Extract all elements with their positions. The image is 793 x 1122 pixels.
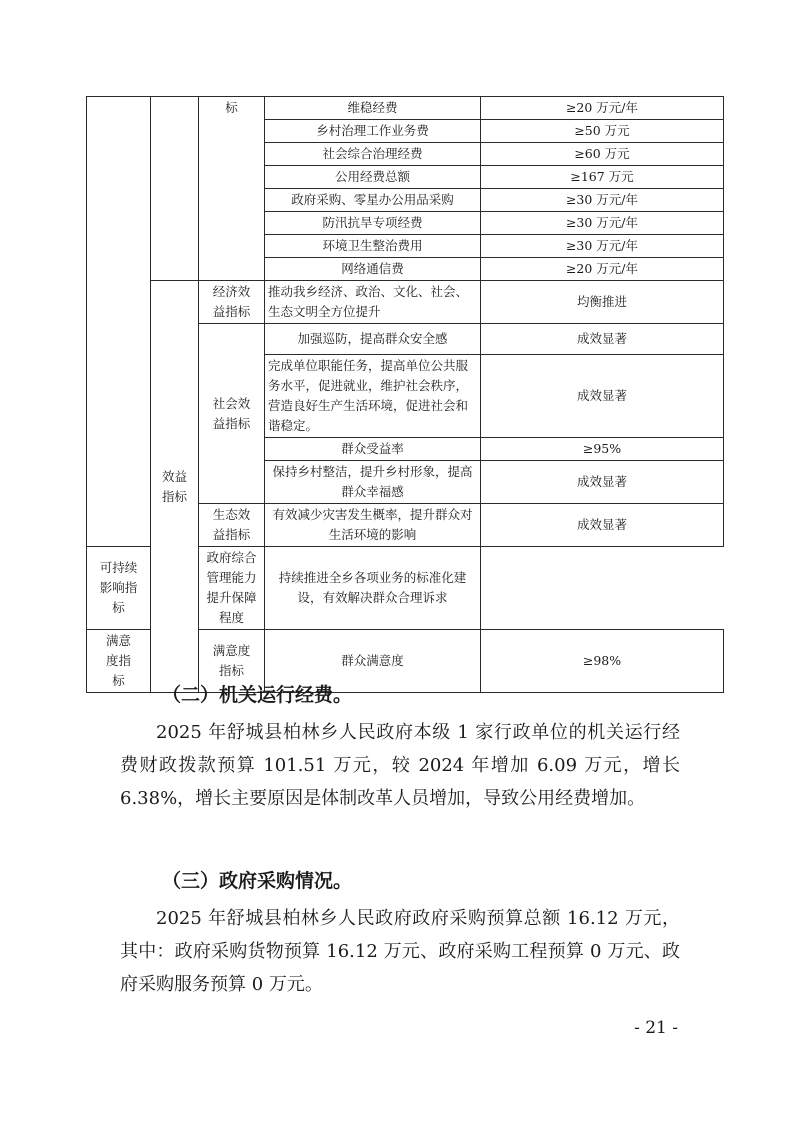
- cost-item: 公用经费总额: [265, 166, 481, 189]
- cost-item: 网络通信费: [265, 258, 481, 281]
- cost-item: 维稳经费: [265, 97, 481, 120]
- cost-value: ≥30 万元/年: [481, 235, 724, 258]
- satisfaction-indicator-label: 满意 度指 标: [87, 630, 151, 693]
- sustainable-impact-item: 政府综合管理能力提升保障程度: [199, 547, 265, 630]
- cost-value: ≥167 万元: [481, 166, 724, 189]
- table-row: [87, 281, 724, 324]
- social-benefit-value: ≥95%: [481, 438, 724, 461]
- table-row: [87, 97, 724, 120]
- ecological-benefit-value: 成效显著: [481, 504, 724, 547]
- economic-benefit-label: 经济效 益指标: [199, 281, 265, 324]
- social-benefit-item: 保持乡村整洁，提升乡村形象，提高群众幸福感: [265, 461, 481, 504]
- cost-value: ≥20 万元/年: [481, 97, 724, 120]
- social-benefit-label: 社会效 益指标: [199, 324, 265, 504]
- sustainable-impact-value: 持续推进全乡各项业务的标准化建设，有效解决群众合理诉求: [265, 547, 481, 630]
- cost-item: 环境卫生整治费用: [265, 235, 481, 258]
- section-heading-procurement: （三）政府采购情况。: [162, 870, 353, 892]
- economic-benefit-item: 推动我乡经济、政治、文化、社会、生态文明全方位提升: [265, 281, 481, 324]
- ecological-benefit-label: 生态效 益指标: [199, 504, 265, 547]
- social-benefit-item: 加强巡防，提高群众安全感: [265, 324, 481, 355]
- ecological-benefit-item: 有效减少灾害发生概率，提升群众对生活环境的影响: [265, 504, 481, 547]
- section-body-operating-funds: 2025 年舒城县柏林乡人民政府本级 1 家行政单位的机关运行经费财政拨款预算 101.51 万元，较 2024 年增加 6.09 万元，增长 6.38%，增长主要原因是体制改革人员增加，导致公用经费增加。: [120, 722, 680, 809]
- cost-item: 乡村治理工作业务费: [265, 120, 481, 143]
- empty-first-column-cell: [87, 97, 151, 547]
- satisfaction-item: 群众满意度: [265, 630, 481, 693]
- continued-label-cell: 标: [199, 97, 265, 281]
- page-number: - 21 -: [634, 1018, 678, 1038]
- social-benefit-value: 成效显著: [481, 461, 724, 504]
- cost-value: ≥60 万元: [481, 143, 724, 166]
- section-heading-operating-funds: （二）机关运行经费。: [162, 684, 353, 706]
- performance-table: [86, 96, 724, 693]
- cost-value: ≥50 万元: [481, 120, 724, 143]
- satisfaction-sub-label: 满意度 指标: [199, 630, 265, 693]
- cost-item: 防汛抗旱专项经费: [265, 212, 481, 235]
- cost-value: ≥30 万元/年: [481, 189, 724, 212]
- cost-value: ≥30 万元/年: [481, 212, 724, 235]
- satisfaction-value: ≥98%: [481, 630, 724, 693]
- benefit-indicator-label: 效益 指标: [151, 281, 199, 693]
- cost-item: 社会综合治理经费: [265, 143, 481, 166]
- section-body-procurement: 2025 年舒城县柏林乡人民政府政府采购预算总额 16.12 万元，其中：政府采购货物预算 16.12 万元、政府采购工程预算 0 万元、政府采购服务预算 0 万元。: [120, 908, 680, 995]
- social-benefit-value: 成效显著: [481, 355, 724, 438]
- social-benefit-item: 完成单位职能任务，提高单位公共服务水平，促进就业，维护社会秩序，营造良好生产生活环境，促进社会和谐稳定。: [265, 355, 481, 438]
- social-benefit-value: 成效显著: [481, 324, 724, 355]
- sustainable-impact-label: 可持续 影响指 标: [87, 547, 151, 630]
- economic-benefit-value: 均衡推进: [481, 281, 724, 324]
- empty-second-column-cell: [151, 97, 199, 281]
- cost-item: 政府采购、零星办公用品采购: [265, 189, 481, 212]
- cost-value: ≥20 万元/年: [481, 258, 724, 281]
- social-benefit-item: 群众受益率: [265, 438, 481, 461]
